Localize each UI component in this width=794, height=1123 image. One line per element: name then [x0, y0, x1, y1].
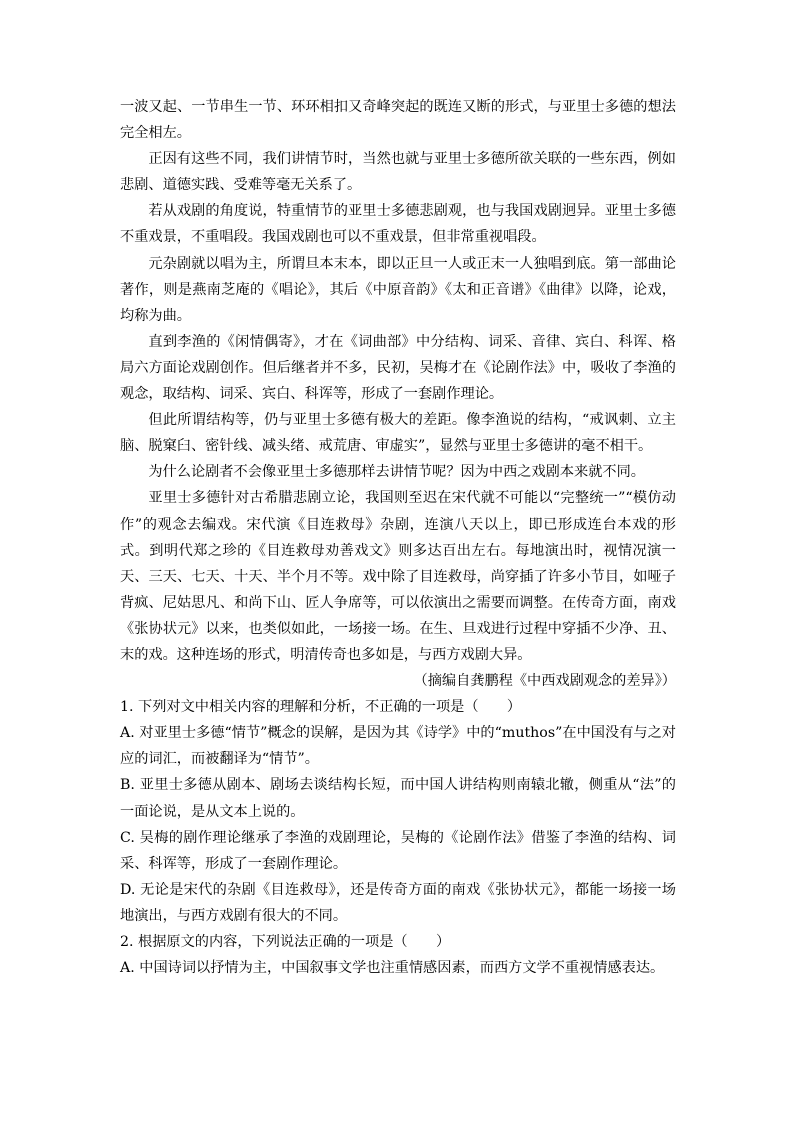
question-1-option-d: D. 无论是宋代的杂剧《目连救母》，还是传奇方面的南戏《张协状元》，都能一场接一场地演出，与西方戏剧有很大的不同。 [120, 881, 676, 924]
passage-paragraph-2: 正因有这些不同，我们讲情节时，当然也就与亚里士多德所欲关联的一些东西，例如悲剧、道德实践、受难等毫无关系了。 [120, 151, 676, 194]
question-1-option-a: A. 对亚里士多德“情节”概念的误解，是因为其《诗学》中的“muthos”在中国没有与之对应的词汇，而被翻译为“情节”。 [120, 725, 676, 768]
passage-paragraph-5: 直到李渔的《闲情偶寄》，才在《词曲部》中分结构、词采、音律、宾白、科诨、格局六方面论戏剧创作。但后继者并不多，民初，吴梅才在《论剧作法》中，吸收了李渔的观念，取结构、词采、宾白、科诨等，形成了一套剧作理论。 [120, 333, 676, 403]
passage-paragraph-3: 若从戏剧的角度说，特重情节的亚里士多德悲剧观，也与我国戏剧迥异。亚里士多德不重戏景，不重唱段。我国戏剧也可以不重戏景，但非常重视唱段。 [120, 203, 676, 246]
question-1-stem: 1. 下列对文中相关内容的理解和分析，不正确的一项是（ ） [120, 699, 522, 716]
passage-paragraph-6: 但此所谓结构等，仍与亚里士多德有极大的差距。像李渔说的结构，“戒讽刺、立主脑、脱窠臼、密针线、减头绪、戒荒唐、审虚实”，显然与亚里士多德讲的毫不相干。 [120, 412, 676, 455]
passage-paragraph-7: 为什么论剧者不会像亚里士多德那样去讲情节呢？因为中西之戏剧本来就不同。 [148, 464, 645, 481]
question-2-option-a: A. 中国诗词以抒情为主，中国叙事文学也注重情感因素，而西方文学不重视情感表达。 [120, 960, 665, 977]
question-1-option-c: C. 吴梅的剧作理论继承了李渔的戏剧理论，吴梅的《论剧作法》借鉴了李渔的结构、词采、科诨等，形成了一套剧作理论。 [120, 829, 676, 872]
passage-paragraph-4: 元杂剧就以唱为主，所谓旦本末本，即以正旦一人或正末一人独唱到底。第一部曲论著作，则是燕南芝庵的《唱论》，其后《中原音韵》《太和正音谱》《曲律》以降，论戏，均称为曲。 [120, 255, 676, 324]
passage-paragraph-1: 一波又起、一节串生一节、环环相扣又奇峰突起的既连又断的形式，与亚里士多德的想法完全相左。 [120, 99, 676, 142]
question-1-option-b: B. 亚里士多德从剧本、剧场去谈结构长短，而中国人讲结构则南辕北辙，侧重从“法”的一面论说，是从文本上说的。 [120, 777, 676, 820]
question-2-stem: 2. 根据原文的内容，下列说法正确的一项是（ ） [120, 934, 451, 950]
document-content [120, 94, 676, 981]
passage-paragraph-8: 亚里士多德针对古希腊悲剧立论，我国则至迟在宋代就不可能以“完整统一”“模仿动作”的观念去编戏。宋代演《目连救母》杂剧，连演八天以上，即已形成连台本戏的形式。到明代郑之珍的《目连救母劝善戏文》则多达百出左右。每地演出时，视情况演一天、三天、七天、十天、半个月不等。戏中除了目连救母，尚穿插了许多小节目，如哑子背疯、尼姑思凡、和尚下山、匠人争席等，可以依演出之需要而调整。在传奇方面，南戏《张协状元》以来，也类似如此，一场接一场。在生、旦戏进行过程中穿插不少净、丑、末的戏。这种连场的形式，明清传奇也多如是，与西方戏剧大异。 [120, 490, 676, 663]
passage-source: （摘编自龚鹏程《中西戏剧观念的差异》） [413, 673, 676, 690]
